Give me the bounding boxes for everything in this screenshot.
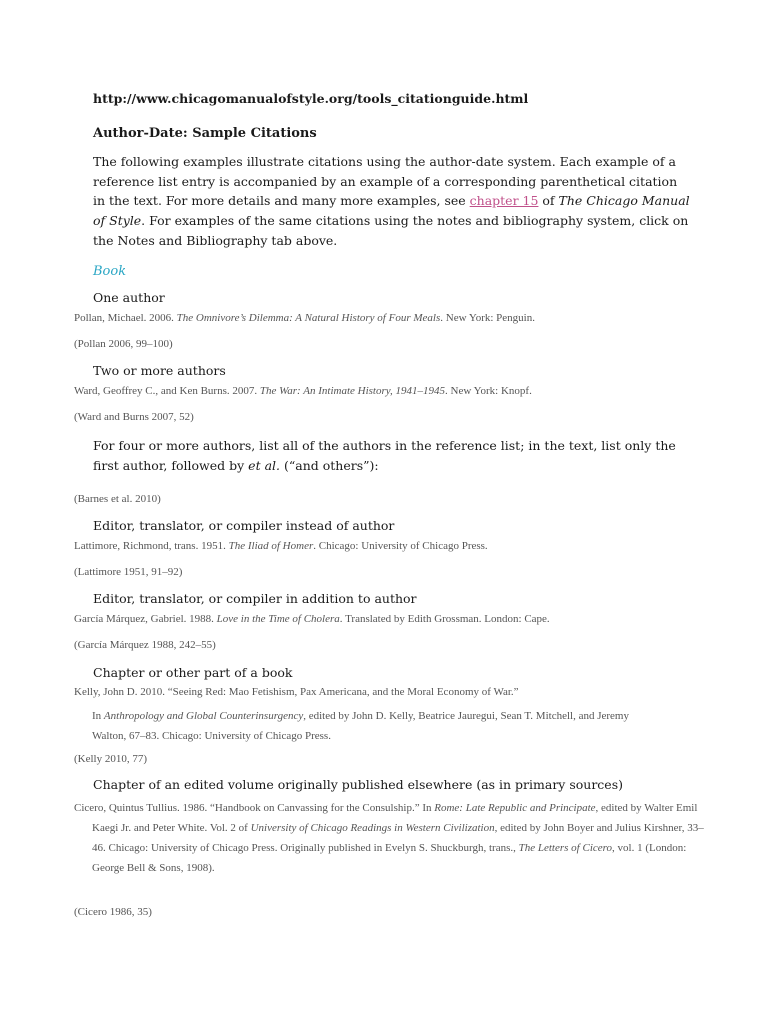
intro-text-2: of: [538, 193, 559, 209]
et-al: et al.: [248, 458, 280, 473]
source-url: http://www.chicagomanualofstyle.org/tools_citationguide.html: [93, 91, 529, 106]
ref-text: Lattimore, Richmond, trans. 1951.: [74, 540, 229, 552]
ref-text: , edited by Walter Emil Kaegi Jr. and Peter White. Vol. 2 of: [92, 802, 698, 834]
label-one-author: One author: [93, 290, 165, 305]
ref-text: . Translated by Edith Grossman. London: Cape.: [339, 613, 550, 625]
ref-title: Rome: Late Republic and Principate: [434, 802, 596, 814]
label-editor-addition: Editor, translator, or compiler in addition to author: [93, 591, 417, 606]
ref-text: Ward, Geoffrey C., and Ken Burns. 2007.: [74, 385, 260, 397]
reference-chapter-edited: [74, 798, 712, 878]
reference-chapter-line1: Kelly, John D. 2010. “Seeing Red: Mao Fetishism, Pax Americana, and the Moral Economy of War.”: [74, 686, 519, 698]
ref-text: In: [92, 710, 104, 722]
label-four-authors: [93, 436, 693, 476]
section-title-book: Book: [93, 264, 127, 279]
manual-title: The Chicago Manual of Style: [93, 193, 690, 229]
citation-chapter-edited: (Cicero 1986, 35): [74, 906, 152, 918]
ref-title: The Letters of Cicero: [518, 842, 613, 854]
ref-text: Cicero, Quintus Tullius. 1986. “Handbook on Canvassing for the Consulship.” In: [74, 802, 435, 814]
ref-title: Love in the Time of Cholera: [216, 613, 340, 625]
label-two-authors: Two or more authors: [93, 363, 226, 378]
intro-paragraph: [93, 152, 693, 251]
ref-text: , vol. 1 (London: George Bell & Sons, 1908).: [92, 842, 687, 874]
label-chapter-edited: Chapter of an edited volume originally published elsewhere (as in primary sources): [93, 777, 623, 792]
ref-text: , edited by John Boyer and Julius Kirshner, 33–46. Chicago: University of Chicago Press. Originally published in Evelyn S. Shuckburgh, trans.,: [92, 822, 704, 854]
citation-chapter: (Kelly 2010, 77): [74, 753, 148, 765]
chapter-15-link[interactable]: chapter 15: [469, 193, 539, 209]
ref-title: The Omnivore’s Dilemma: A Natural History of Four Meals: [176, 312, 441, 324]
citation-two-authors: (Ward and Burns 2007, 52): [74, 411, 194, 423]
intro-text-3: . For examples of the same citations using the notes and bibliography system, click on the Notes and Bibliography tab above.: [93, 213, 689, 248]
ref-text: Pollan, Michael. 2006.: [74, 312, 177, 324]
ref-text: . New York: Penguin.: [440, 312, 535, 324]
reference-one-author: [74, 312, 535, 324]
ref-text: . Chicago: University of Chicago Press.: [313, 540, 488, 552]
ref-text: García Márquez, Gabriel. 1988.: [74, 613, 217, 625]
ref-text: , edited by John D. Kelly, Beatrice Jauregui, Sean T. Mitchell, and Jeremy Walton, 67–83. Chicago: University of Chicago Press.: [92, 710, 629, 742]
ref-title: Anthropology and Global Counterinsurgency: [103, 710, 304, 722]
citation-editor-addition: (García Márquez 1988, 242–55): [74, 639, 216, 651]
label-editor-instead: Editor, translator, or compiler instead of author: [93, 518, 395, 533]
citation-four-authors: (Barnes et al. 2010): [74, 493, 161, 505]
label-text: For four or more authors, list all of the authors in the reference list; in the text, list only the first author, followed by: [93, 438, 676, 473]
reference-chapter-cont: [92, 706, 652, 746]
label-text: (“and others”):: [280, 458, 379, 473]
ref-text: . New York: Knopf.: [445, 385, 532, 397]
ref-title: The War: An Intimate History, 1941–1945: [259, 385, 446, 397]
citation-one-author: (Pollan 2006, 99–100): [74, 338, 173, 350]
citation-editor-instead: (Lattimore 1951, 91–92): [74, 566, 183, 578]
intro-text-1: The following examples illustrate citations using the author-date system. Each example of a reference list entry is accompanied by an example of a corresponding parenthetical citation in the text. For more details and many more examples, see: [93, 154, 678, 209]
reference-editor-addition: [74, 613, 550, 625]
reference-editor-instead: [74, 540, 488, 552]
ref-title: The Iliad of Homer: [228, 540, 314, 552]
page-heading: Author-Date: Sample Citations: [93, 126, 317, 141]
ref-title: University of Chicago Readings in Western Civilization: [250, 822, 495, 834]
label-chapter: Chapter or other part of a book: [93, 665, 293, 680]
reference-two-authors: [74, 385, 532, 397]
